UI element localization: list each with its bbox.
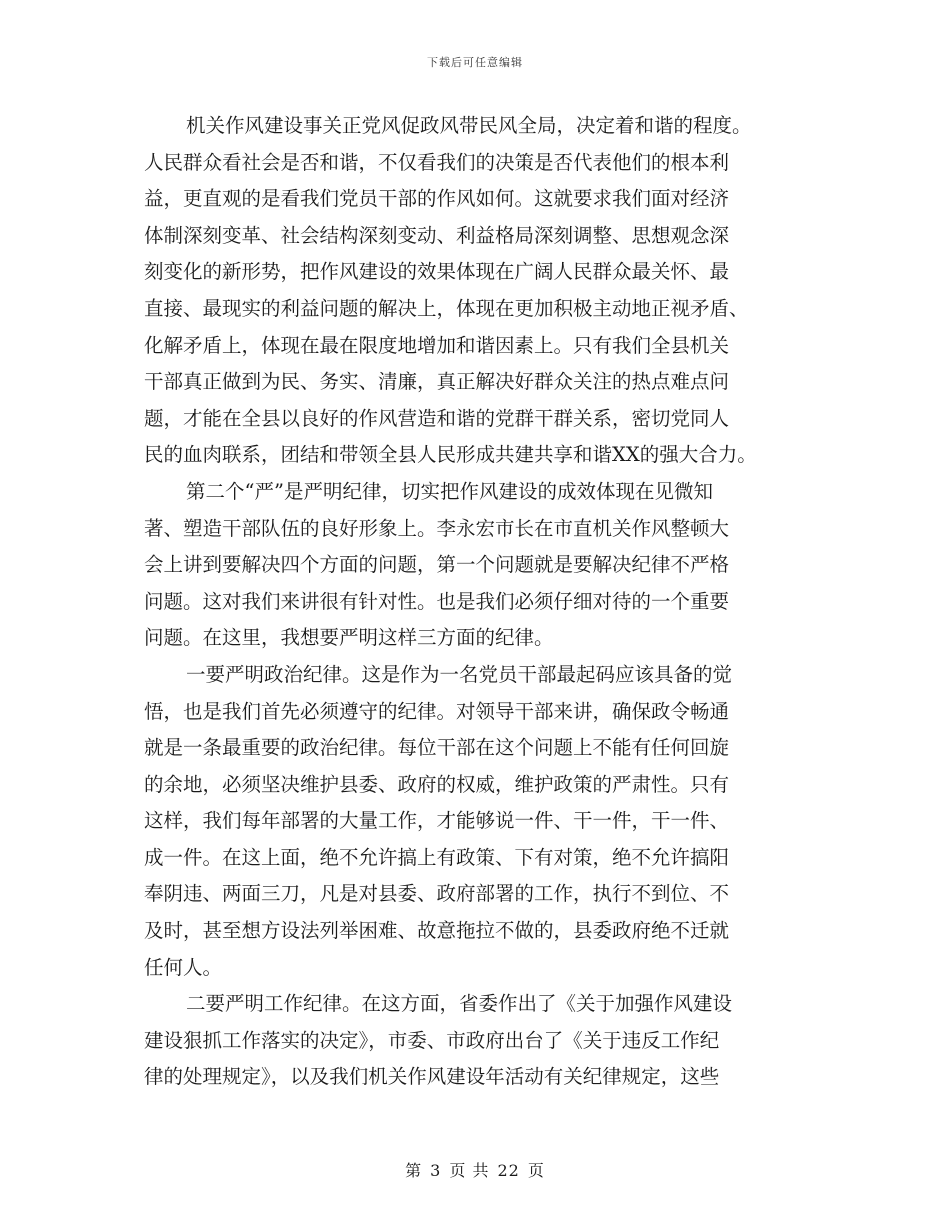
text-line: 一要严明政治纪律。这是作为一名党员干部最起码应该具备的觉 xyxy=(186,662,733,686)
text-line: 悟，也是我们首先必须遵守的纪律。对领导干部来讲，确保政令畅通 xyxy=(144,699,730,723)
text-line: 成一件。在这上面，绝不允许搞上有政策、下有对策，绝不允许搞阳 xyxy=(144,845,730,869)
text-line: 律的处理规定》，以及我们机关作风建设年活动有关纪律规定，这些 xyxy=(144,1065,720,1089)
text-line: 民的血肉联系，团结和带领全县人民形成共建共享和谐XX的强大合力。 xyxy=(144,443,757,467)
text-line: 益，更直观的是看我们党员干部的作风如何。这就要求我们面对经济 xyxy=(144,187,730,211)
text-line: 化解矛盾上，体现在最在限度地增加和谐因素上。只有我们全县机关 xyxy=(144,333,730,357)
text-line: 体制深刻变革、社会结构深刻变动、利益格局深刻调整、思想观念深 xyxy=(144,223,730,247)
page-header-note: 下载后可任意编辑 xyxy=(427,56,523,69)
text-line: 问题。在这里，我想要严明这样三方面的纪律。 xyxy=(144,626,554,650)
text-line: 二要严明工作纪律。在这方面，省委作出了《关于加强作风建设 xyxy=(186,992,733,1016)
text-line: 任何人。 xyxy=(144,955,223,979)
page-footer xyxy=(0,1158,950,1181)
footer-total-pages: 22 xyxy=(497,1161,520,1180)
text-line: 刻变化的新形势，把作风建设的效果体现在广阔人民群众最关怀、最 xyxy=(144,260,730,284)
text-line: 问题。这对我们来讲很有针对性。也是我们必须仔细对待的一个重要 xyxy=(144,589,730,613)
text-line: 的余地，必须坚决维护县委、政府的权威，维护政策的严肃性。只有 xyxy=(144,772,730,796)
text-line: 直接、最现实的利益问题的解决上，体现在更加积极主动地正视矛盾、 xyxy=(144,296,749,320)
footer-prefix: 第 xyxy=(405,1161,423,1180)
document-body xyxy=(144,108,814,1096)
text-line: 人民群众看社会是否和谐，不仅看我们的决策是否代表他们的根本利 xyxy=(144,150,730,174)
text-line: 干部真正做到为民、务实、清廉，真正解决好群众关注的热点难点问 xyxy=(144,370,730,394)
text-line: 第二个“严”是严明纪律，切实把作风建设的成效体现在见微知 xyxy=(186,479,713,503)
text-line: 机关作风建设事关正党风促政风带民风全局，决定着和谐的程度。 xyxy=(186,114,752,137)
text-line: 建设狠抓工作落实的决定》，市委、市政府出台了《关于违反工作纪 xyxy=(144,1028,720,1052)
text-line: 就是一条最重要的政治纪律。每位干部在这个问题上不能有任何回旋 xyxy=(144,736,730,760)
text-line: 这样，我们每年部署的大量工作，才能够说一件、干一件，干一件、 xyxy=(144,809,730,833)
text-line: 题，才能在全县以良好的作风营造和谐的党群干群关系，密切党同人 xyxy=(144,406,730,430)
text-line: 会上讲到要解决四个方面的问题，第一个问题就是要解决纪律不严格 xyxy=(144,553,730,577)
footer-middle: 页 共 xyxy=(449,1161,490,1180)
text-line: 及时，甚至想方设法列举困难、故意拖拉不做的，县委政府绝不迁就 xyxy=(144,919,730,943)
text-line: 著、塑造干部队伍的良好形象上。李永宏市长在市直机关作风整顿大 xyxy=(144,516,730,540)
text-line: 奉阴违、两面三刀，凡是对县委、政府部署的工作，执行不到位、不 xyxy=(144,882,730,906)
footer-current-page: 3 xyxy=(430,1161,442,1180)
footer-suffix: 页 xyxy=(527,1161,545,1180)
